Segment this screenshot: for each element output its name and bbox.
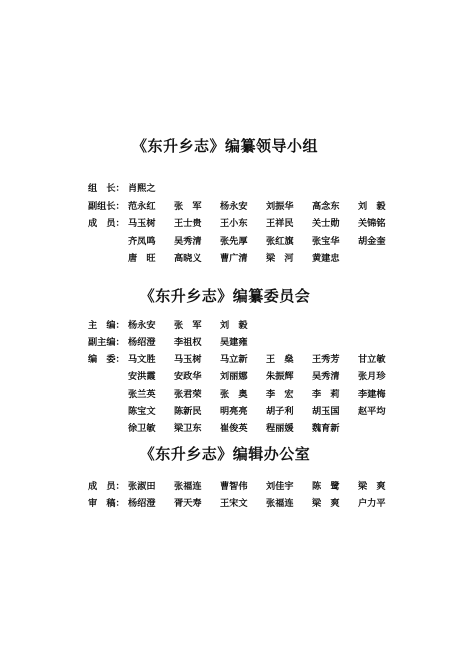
member-name: 张君荣 <box>174 389 202 400</box>
member-name: 陈 鹭 <box>312 481 340 492</box>
member-name: 徐卫敏 <box>128 423 156 434</box>
member-name: 肖熙之 <box>128 183 156 194</box>
member-name: 高念东 <box>312 201 340 212</box>
member-name: 梁 爽 <box>358 481 386 492</box>
member-name: 安洪霞 <box>128 371 156 382</box>
member-name: 户力平 <box>358 498 386 509</box>
role-label: 审 稿： <box>88 498 125 509</box>
member-name: 曹广清 <box>220 253 248 264</box>
role-label: 副主编： <box>88 337 125 348</box>
member-name: 甘立敏 <box>358 354 386 365</box>
member-name: 杨永安 <box>128 320 156 331</box>
member-name: 张 军 <box>174 320 202 331</box>
member-name: 胡金奎 <box>358 236 386 247</box>
member-name: 关士勋 <box>312 218 340 229</box>
member-name: 张月珍 <box>358 371 386 382</box>
member-name: 范永红 <box>128 201 156 212</box>
member-name: 刘 毅 <box>220 320 248 331</box>
member-name: 梁 爽 <box>312 498 340 509</box>
member-name: 王士贵 <box>174 218 202 229</box>
member-name: 刘振华 <box>266 201 294 212</box>
member-name: 程丽媛 <box>266 423 294 434</box>
roster-row <box>88 405 430 419</box>
member-name: 梁 河 <box>266 253 294 264</box>
member-name: 吴秀清 <box>174 236 202 247</box>
roster-row <box>88 497 430 511</box>
member-name: 王祥民 <box>266 218 294 229</box>
member-name: 张淑田 <box>128 481 156 492</box>
member-name: 魏育新 <box>312 423 340 434</box>
member-name: 刘 毅 <box>358 201 386 212</box>
member-name: 高晓义 <box>174 253 202 264</box>
member-name: 朱振辉 <box>266 371 294 382</box>
member-name: 张宝华 <box>312 236 340 247</box>
member-name: 胡子利 <box>266 406 294 417</box>
member-name: 李祖权 <box>174 337 202 348</box>
member-name: 杨永安 <box>220 201 248 212</box>
member-name: 吴建雍 <box>220 337 248 348</box>
member-name: 刘佳宇 <box>266 481 294 492</box>
role-label: 主 编： <box>88 320 125 331</box>
member-name: 胥天寿 <box>174 498 202 509</box>
member-name: 王小东 <box>220 218 248 229</box>
roster-row <box>88 200 430 214</box>
member-name: 齐凤鸣 <box>128 236 156 247</box>
member-name: 赵平均 <box>358 406 386 417</box>
role-label: 成 员： <box>88 481 125 492</box>
role-label: 副组长： <box>88 201 125 212</box>
member-name: 黄建忠 <box>312 253 340 264</box>
member-name: 安政华 <box>174 371 202 382</box>
member-name: 张 奥 <box>220 389 248 400</box>
roster-row <box>88 319 430 333</box>
member-name: 明亮亮 <box>220 406 248 417</box>
member-name: 李 莉 <box>312 389 340 400</box>
member-name: 唐 旺 <box>128 253 156 264</box>
member-name: 马文胜 <box>128 354 156 365</box>
roster-row <box>88 217 430 231</box>
member-name: 张红旗 <box>266 236 294 247</box>
member-name: 张兰英 <box>128 389 156 400</box>
roster-row <box>88 353 430 367</box>
member-name: 李建梅 <box>358 389 386 400</box>
role-label: 组 长： <box>88 183 125 194</box>
roster-row <box>88 235 430 249</box>
member-name: 曹智伟 <box>220 481 248 492</box>
member-name: 崔俊英 <box>220 423 248 434</box>
roster-row <box>88 388 430 402</box>
member-name: 吴秀清 <box>312 371 340 382</box>
member-name: 陈宝文 <box>128 406 156 417</box>
roster-row <box>88 336 430 350</box>
role-label: 编 委： <box>88 354 125 365</box>
member-name: 张福连 <box>266 498 294 509</box>
member-name: 王秀芳 <box>312 354 340 365</box>
member-name: 刘丽娜 <box>220 371 248 382</box>
member-name: 陈新民 <box>174 406 202 417</box>
member-name: 马立新 <box>220 354 248 365</box>
section-title: 《东升乡志》编辑办公室 <box>139 445 311 463</box>
section-title: 《东升乡志》编纂领导小组 <box>131 137 318 155</box>
section-title: 《东升乡志》编纂委员会 <box>139 287 311 305</box>
roster-row <box>88 480 430 494</box>
member-name: 马玉树 <box>128 218 156 229</box>
member-name: 马玉树 <box>174 354 202 365</box>
member-name: 张福连 <box>174 481 202 492</box>
roster-row <box>88 422 430 436</box>
role-label: 成 员： <box>88 218 125 229</box>
member-name: 王宋文 <box>220 498 248 509</box>
member-name: 王 燊 <box>266 354 294 365</box>
member-name: 杨绍澄 <box>128 337 156 348</box>
member-name: 梁卫东 <box>174 423 202 434</box>
roster-row <box>88 370 430 384</box>
roster-row <box>88 182 430 196</box>
roster-row <box>88 252 430 266</box>
member-name: 张先厚 <box>220 236 248 247</box>
member-name: 关锦铭 <box>358 218 386 229</box>
member-name: 张 军 <box>174 201 202 212</box>
member-name: 李 宏 <box>266 389 294 400</box>
member-name: 胡玉国 <box>312 406 340 417</box>
member-name: 杨绍澄 <box>128 498 156 509</box>
